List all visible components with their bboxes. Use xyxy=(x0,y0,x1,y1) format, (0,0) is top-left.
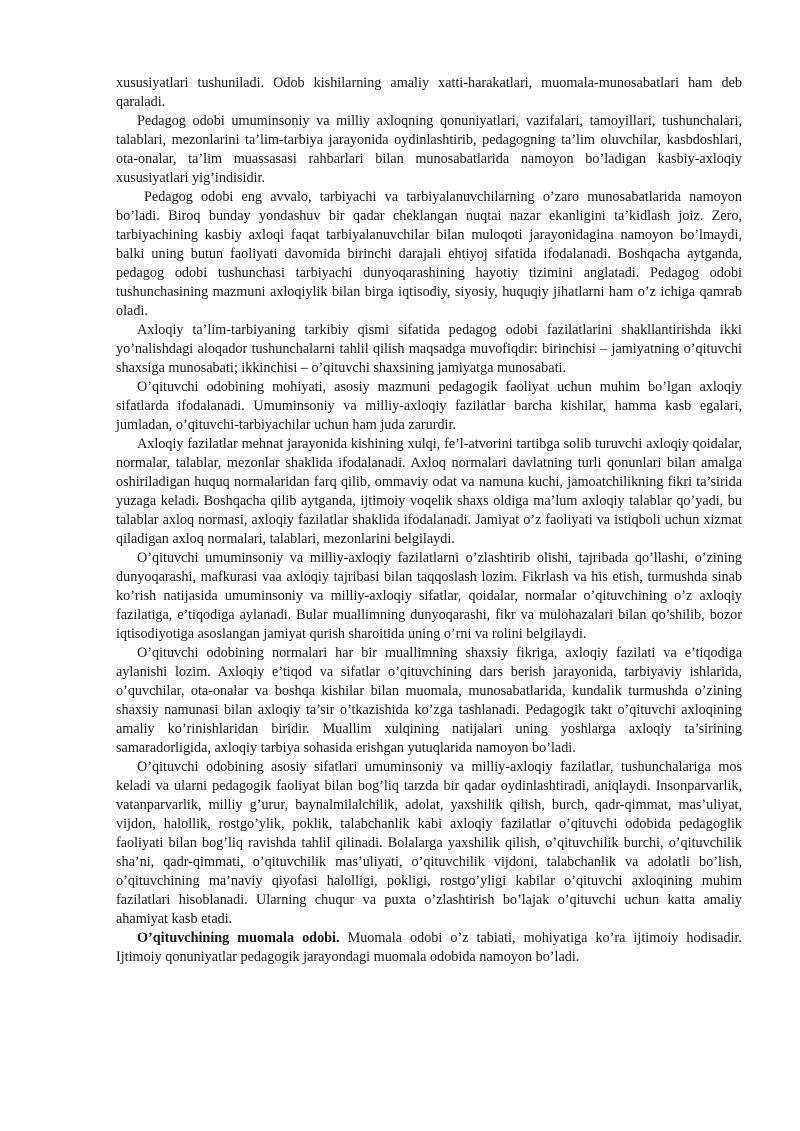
paragraph-odob-normalari: O’qituvchi odobining normalari har bir muallimning shaxsiy fikriga, axloqiy fazilati va e’tiqodiga aylanishi lozim. Axloqiy e’tiqod va sifatlar o’qituvchining dars berish jarayonida, tarbiyaviy ishlarida, o’quvchilar, ota-onalar va boshqa kishilar bilan muomala, munosabatlarida, kundalik turmushda o’zining shaxsiy namunasi bilan axloqiy ta’sir o’tkazishida ko’zga tashlanadi. Pedagogik takt o’qituvchi axloqining amaliy ko’rinishlaridan biridir. Muallim xulqining natijalari uning yoshlarga axloqiy ta’sirining samaradorligida, axloqiy tarbiya sohasida erishgan yutuqlarida namoyon bo’ladi. xyxy=(116,645,742,756)
section-heading-muomala-odobi: O’qituvchining muomala odobi. xyxy=(137,930,340,946)
paragraph-axloqiy-talim: Axloqiy ta’lim-tarbiyaning tarkibiy qismi sifatida pedagog odobi fazilatlarini shakllantirishda ikki yo’nalishdagi aloqador tushunchalarni tahlil qilish maqsadga muvofiqdir: birinchisi – jamiyatning o’qituvchi shaxsiga munosabati; ikkinchisi – o’qituvchi shaxsining jamiyatga munosabati. xyxy=(116,322,742,376)
paragraph-oqituvchi-fazilatlari: O’qituvchi umuminsoniy va milliy-axloqiy fazilatlarni o’zlashtirib olishi, tajribada qo’llashi, o’zining dunyoqarashi, mafkurasi vaa axloqiy tajribasi bilan taqqoslash lozim. Fikrlash va his etish, turmushda sinab ko’rish natijasida umuminsoniy va milliy-axloqiy sifatlar, qoidalar, normalar o’qituvchining o’z axloqiy fazilatiga, e’tiqodiga aylanadi. Bular muallimning dunyoqarashi, fikr va mulohazalari bilan qo’shilib, bozor iqtisodiyotiga asoslangan jamiyat qurish sharoitida uning o’rni va rolini belgilaydi. xyxy=(116,550,742,642)
paragraph-odob-mohiyati: O’qituvchi odobining mohiyati, asosiy mazmuni pedagogik faoliyat uchun muhim bo’lgan axloqiy sifatlarda ifodalanadi. Umuminsoniy va milliy-axloqiy fazilatlar barcha kishilar, hamma kasb egalari, jumladan, o’qituvchi-tarbiyachilar uchun ham juda zarurdir. xyxy=(116,379,742,433)
paragraph-muomala-odobi-text: Muomala odobi o’z tabiati, mohiyatiga ko’ra ijtimoiy hodisadir. Ijtimoiy qonuniyatlar pedagogik jarayondagi muomala odobida namoyon bo’ladi. xyxy=(116,930,742,965)
paragraph-muomala-odobi xyxy=(116,929,742,967)
paragraph-asosiy-sifatlar: O’qituvchi odobining asosiy sifatlari umuminsoniy va milliy-axloqiy fazilatlar, tushunchalariga mos keladi va ularni pedagogik faoliyat bilan bog’liq tarzda bir qadar oydinlashtiradi, aniqlaydi. Insonparvarlik, vatanparvarlik, milliy g’urur, baynalmilalchilik, adolat, yaxshilik qilish, burch, qadr-qimmat, mas’uliyat, vijdon, halollik, rostgo’ylik, poklik, talabchanlik kabi axloqiy fazilatlar o’qituvchi odobida pedagoglik faoliyati bilan bog’liq ravishda tahlil qilinadi. Bolalarga yaxshilik qilish, o’qituvchilik burchi, o’qituvchilik sha’ni, qadr-qimmati, o’qituvchilik mas’uliyati, o’qituvchilik vijdoni, talabchanlik va adolatli bo’lish, o’qituvchining ma’naviy qiyofasi halolligi, pokligi, rostgo’yligi kabilar o’qituvchi axloqining muhim fazilatlari hisoblanadi. Ularning chuqur va puxta o’zlashtirish bo’lajak o’qituvchi uchun katta amaliy ahamiyat kasb etadi. xyxy=(116,759,742,927)
paragraph-axloqiy-fazilatlar: Axloqiy fazilatlar mehnat jarayonida kishining xulqi, fe’l-atvorini tartibga solib turuvchi axloqiy qoidalar, normalar, talablar, mezonlar shaklida ifodalanadi. Axloq normalari davlatning turli qonunlari bilan amalga oshiriladigan huquq normalaridan farq qilib, ommaviy odat va namuna kuchi, jamoatchilikning fikri ta’sirida yuzaga keladi. Boshqacha qilib aytganda, ijtimoiy voqelik shaxs oldiga ma’lum axloqiy talablar qo’yadi, bu talablar axloq normasi, axloqiy fazilatlar shaklida ifodalanadi. Jamiyat o’z faoliyati va istiqboli uchun xizmat qiladigan axloq normalari, talablari, mezonlarini belgilaydi. xyxy=(116,436,742,547)
paragraph-pedagog-odobi-definition: Pedagog odobi umuminsoniy va milliy axloqning qonuniyatlari, vazifalari, tamoyillari, tushunchalari, talablari, mezonlarini ta’lim-tarbiya jarayonida oydinlashtirib, pedagogning ta’lim oluvchilar, kasbdoshlari, ota-onalar, ta’lim muassasasi rahbarlari bilan munosabatlarida namoyon bo’ladigan kasbiy-axloqiy xususiyatlari yig’indisidir. xyxy=(116,113,742,186)
paragraph-intro-continuation: xususiyatlari tushuniladi. Odob kishilarning amaliy xatti-harakatlari, muomala-munosabatlari ham deb qaraladi. xyxy=(116,75,742,110)
paragraph-pedagog-odobi-relations: Pedagog odobi eng avvalo, tarbiyachi va tarbiyalanuvchilarning o’zaro munosabatlarida namoyon bo’ladi. Biroq bunday yondashuv bir qadar cheklangan nuqtai nazar ekanligini ta’kidlash joiz. Zero, tarbiyachining kasbiy axloqi faqat tarbiyalanuvchilar bilan muloqoti jarayonidagina namoyon bo’lmaydi, balki uning butun faoliyati davomida birinchi darajali ehtiyoj sifatida ifodalanadi. Boshqacha aytganda, pedagog odobi tushunchasi tarbiyachi dunyoqarashining hayotiy tizimini anglatadi. Pedagog odobi tushunchasining mazmuni axloqiylik bilan birga iqtisodiy, siyosiy, huquqiy jihatlarni ham o’z ichiga qamrab oladi. xyxy=(116,189,742,319)
document-page xyxy=(116,74,742,967)
